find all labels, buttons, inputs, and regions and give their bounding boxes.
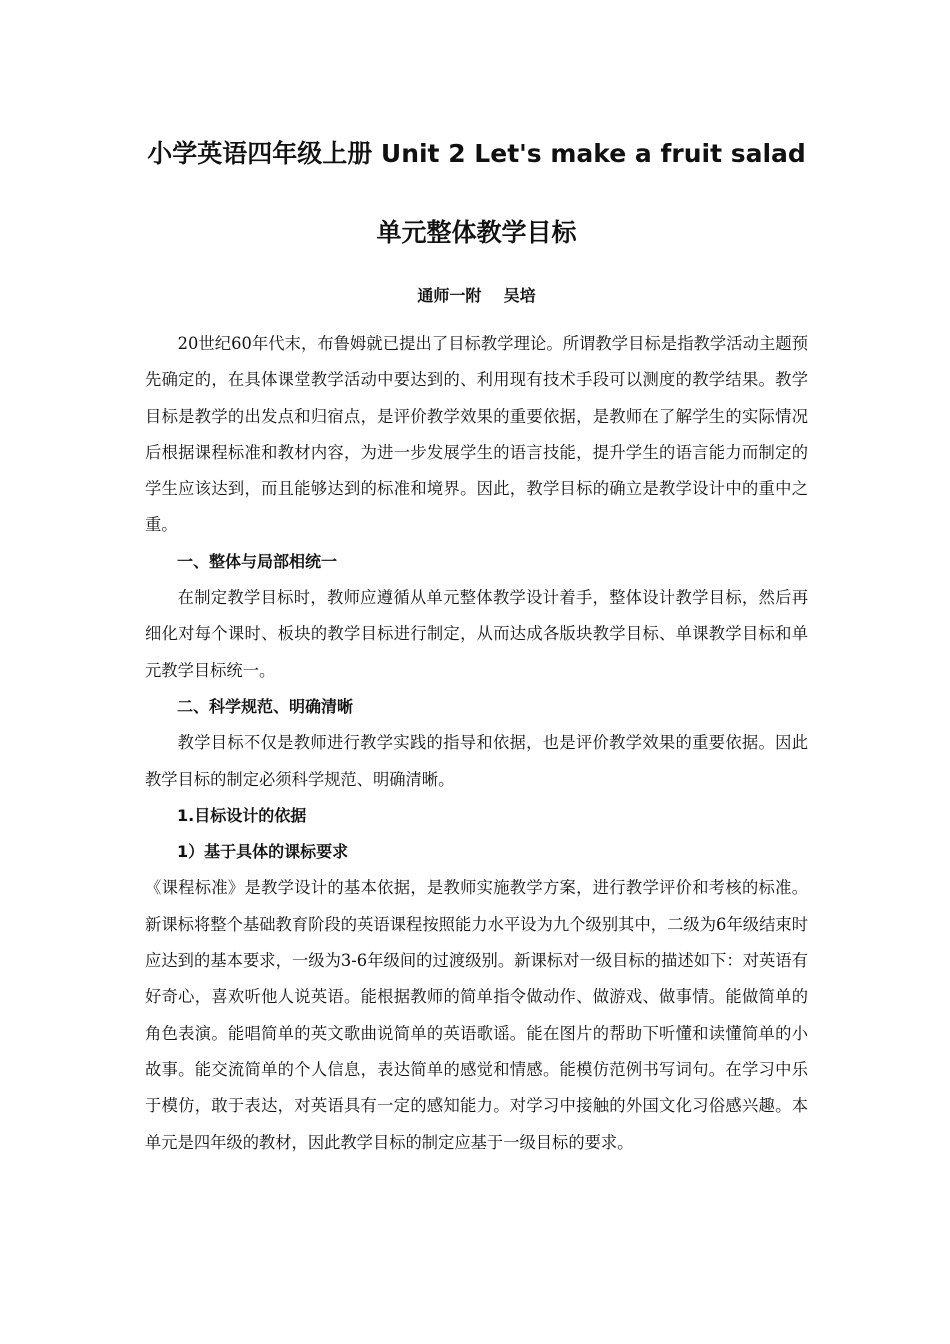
section-heading-1: 一、整体与局部相统一 xyxy=(177,551,338,571)
intro-paragraph: 20世纪60年代末，布鲁姆就已提出了目标教学理论。所谓教学目标是指教学活动主题预先确定的，在具体课堂教学活动中要达到的、利用现有技术手段可以测度的教学结果。教学目标是教学的出发点和归宿点，是评价教学效果的重要依据，是教师在了解学生的实际情况后根据课程标准和教材内容，为进一步发展学生的语言技能，提升学生的语言能力而制定的学生应该达到，而且能够达到的标准和境界。因此，教学目标的确立是教学设计中的重中之重。 xyxy=(145,334,808,535)
section-2-paragraph: 教学目标不仅是教师进行教学实践的指导和依据，也是评价教学效果的重要依据。因此教学目标的制定必须科学规范、明确清晰。 xyxy=(145,733,808,789)
author-line: 通师一附 吴培 xyxy=(417,286,536,305)
section-1-paragraph: 在制定教学目标时，教师应遵循从单元整体教学设计着手，整体设计教学目标，然后再细化对每个课时、板块的教学目标进行制定，从而达成各版块教学目标、单课教学目标和单元教学目标统一。 xyxy=(145,588,808,680)
document-body xyxy=(145,326,808,1161)
section-heading-2: 二、科学规范、明确清晰 xyxy=(177,696,354,716)
document-title: 小学英语四年级上册 Unit 2 Let's make a fruit salad xyxy=(147,139,806,168)
document-subtitle: 单元整体教学目标 xyxy=(376,218,577,247)
curriculum-paragraph: 《课程标准》是教学设计的基本依据，是教师实施教学方案，进行教学评价和考核的标准。新课标将整个基础教育阶段的英语课程按照能力水平设为九个级别其中，二级为6年级结束时应达到的基本要求，一级为3-6年级间的过渡级别。新课标对一级目标的描述如下：对英语有好奇心，喜欢听他人说英语。能根据教师的简单指令做动作、做游戏、做事情。能做简单的角色表演。能唱简单的英文歌曲说简单的英语歌谣。能在图片的帮助下听懂和读懂简单的小故事。能交流简单的个人信息，表达简单的感觉和情感。能模仿范例书写词句。在学习中乐于模仿，敢于表达，对英语具有一定的感知能力。对学习中接触的外国文化习俗感兴趣。本单元是四年级的教材，因此教学目标的制定应基于一级目标的要求。 xyxy=(145,878,808,1152)
subsection-heading-1-1: 1）基于具体的课标要求 xyxy=(177,842,349,862)
subsection-heading-1: 1.目标设计的依据 xyxy=(177,805,307,825)
